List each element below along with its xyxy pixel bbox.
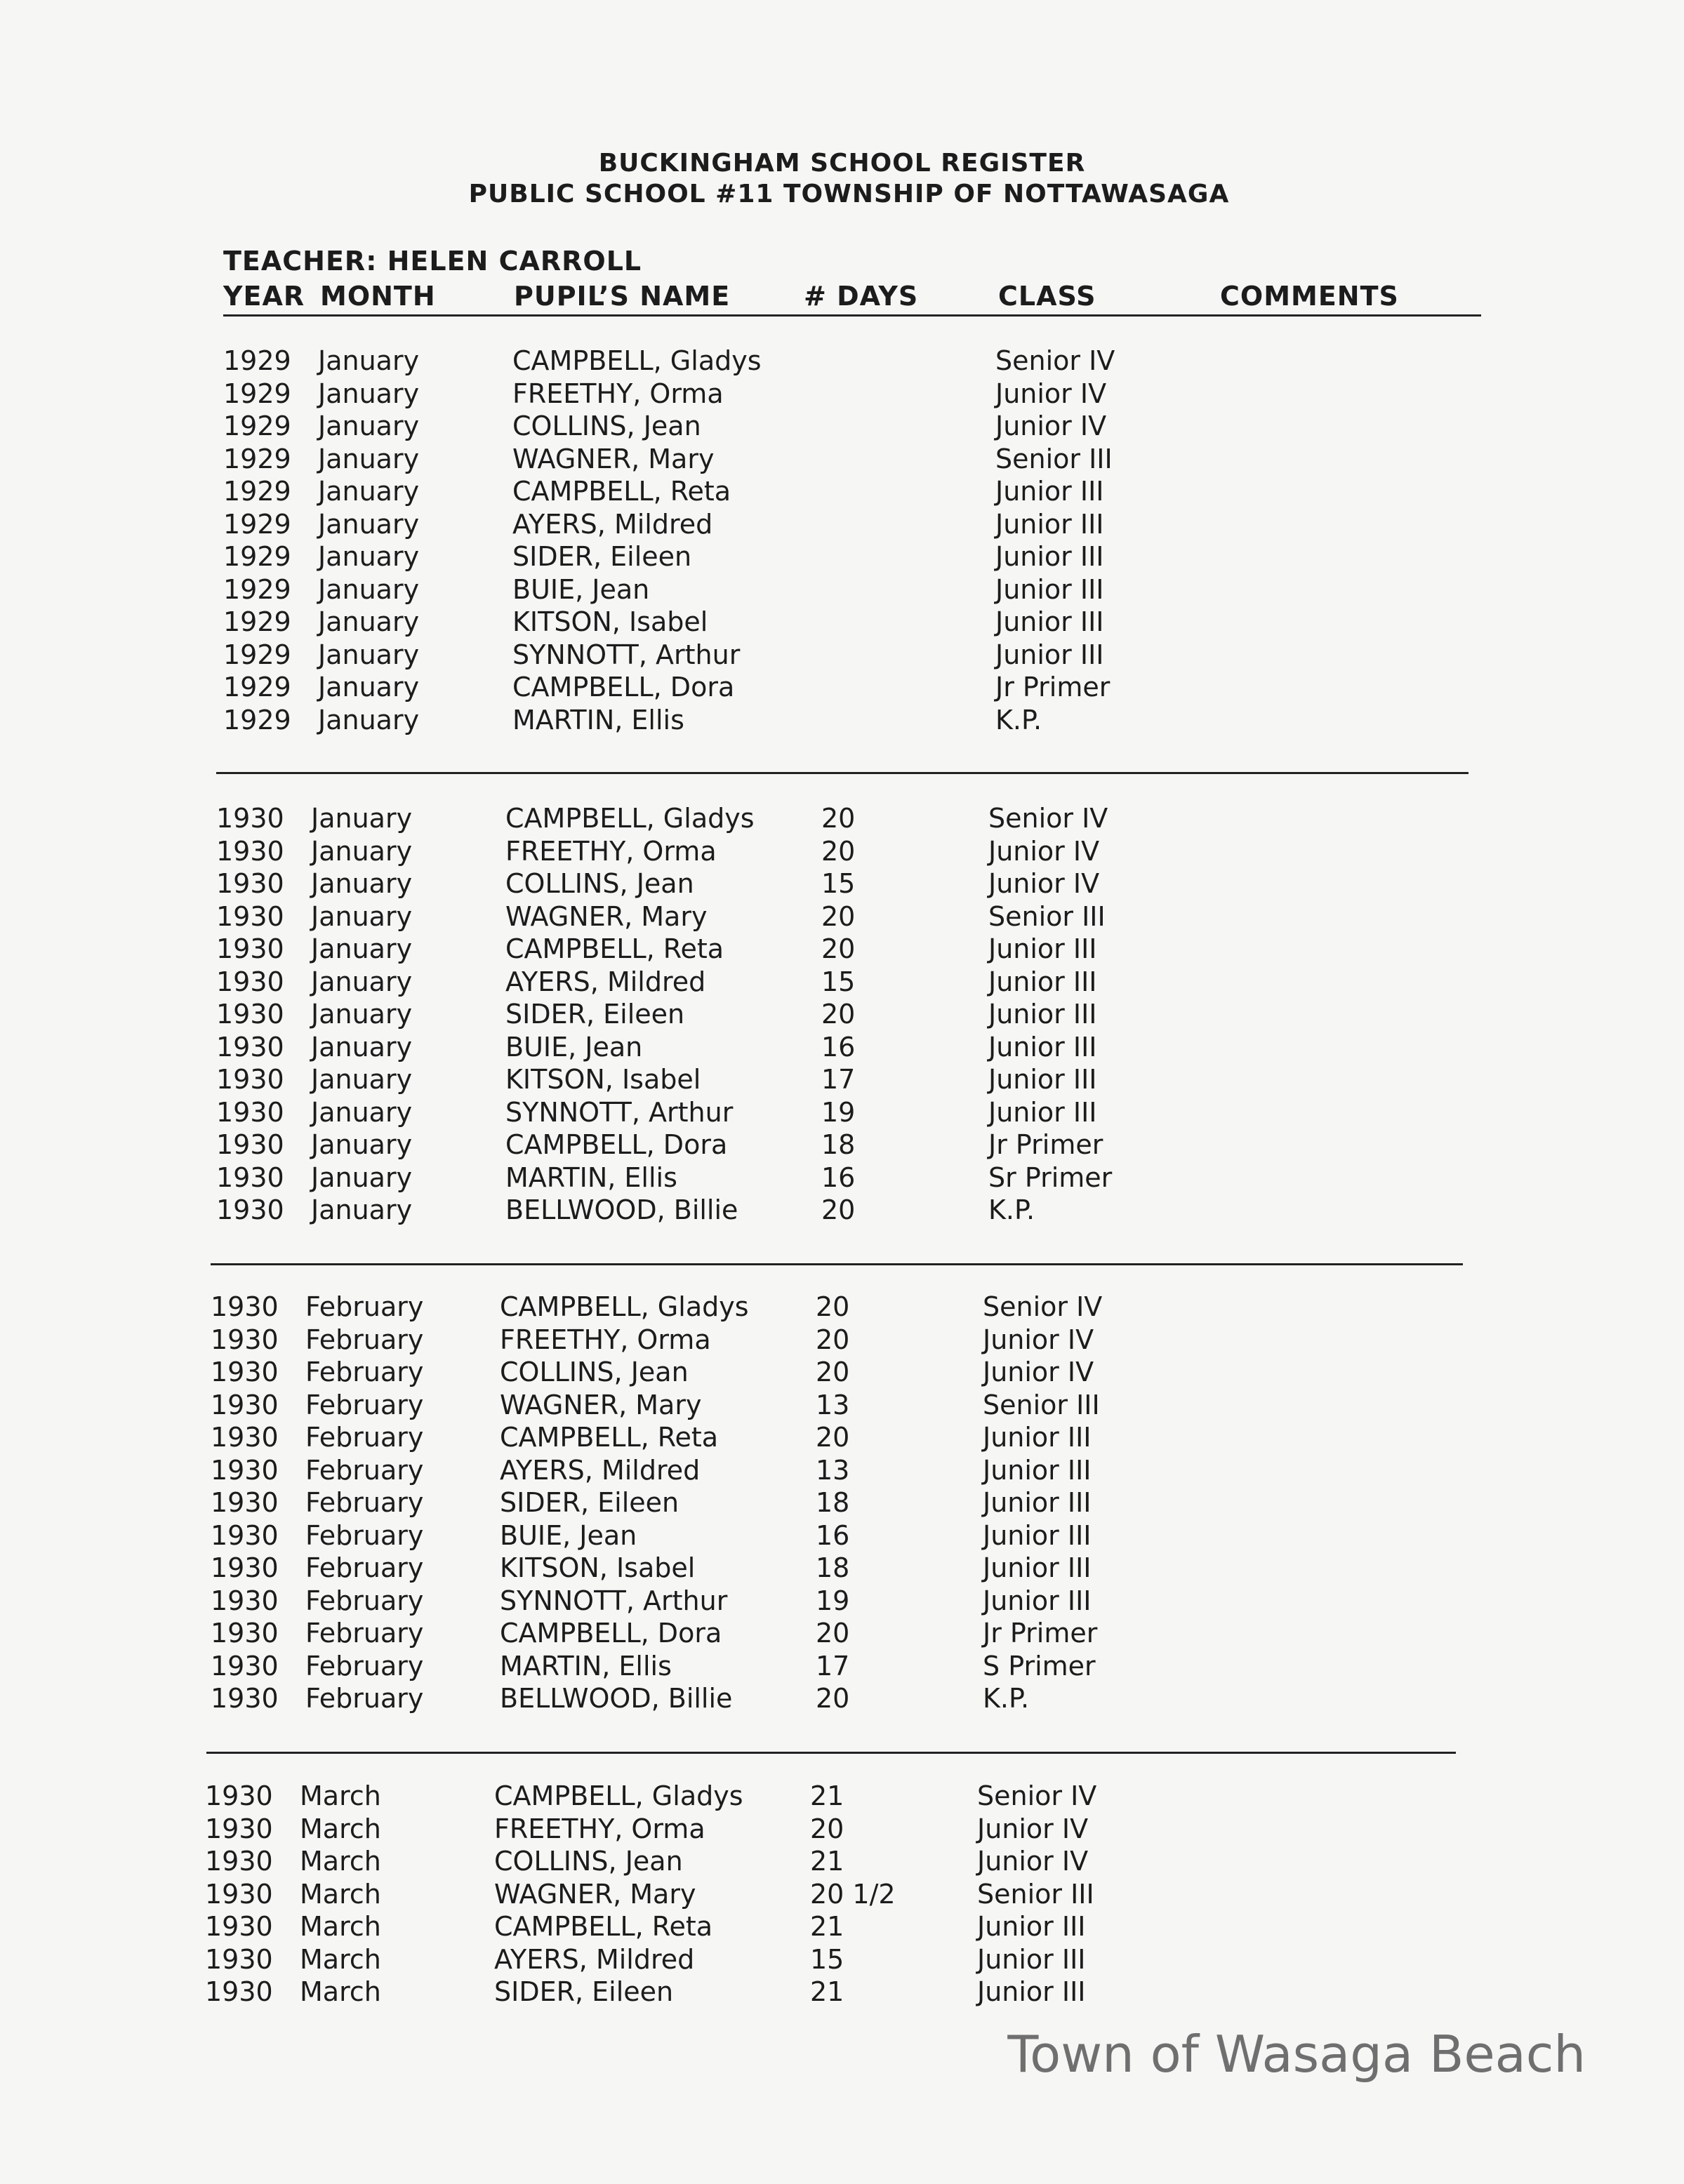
page-title: BUCKINGHAM SCHOOL REGISTER [598,149,1086,178]
cell-year: 1929 [223,573,291,605]
cell-class: K.P. [995,704,1042,735]
cell-year: 1930 [205,1878,273,1910]
cell-days: 16 [821,1161,856,1193]
cell-month: January [311,999,413,1030]
cell-class: Junior III [995,639,1104,670]
cell-days: 19 [821,1096,856,1128]
cell-month: January [318,573,420,605]
cell-name: AYERS, Mildred [500,1454,701,1486]
cell-class: Junior III [988,1064,1097,1095]
cell-class: Junior IV [995,378,1107,409]
cell-days: 15 [821,868,856,899]
cell-class: Junior III [983,1422,1092,1453]
cell-month: January [318,508,420,540]
cell-month: January [318,639,420,670]
cell-name: MARTIN, Ellis [500,1650,672,1682]
cell-class: Junior IV [977,1813,1089,1844]
cell-days: 20 [816,1357,850,1387]
cell-class: K.P. [988,1194,1035,1225]
cell-name: KITSON, Isabel [500,1552,696,1583]
page-subtitle: PUBLIC SCHOOL #11 TOWNSHIP OF NOTTAWASAGA [468,180,1230,208]
cell-name: AYERS, Mildred [505,966,706,997]
cell-name: CAMPBELL, Reta [512,476,731,507]
cell-name: CAMPBELL, Reta [505,933,724,964]
cell-class: Junior III [995,508,1104,540]
cell-class: Junior IV [988,868,1100,899]
section-divider [206,1752,1456,1754]
cell-month: January [311,900,413,932]
cell-month: February [305,1618,424,1649]
cell-class: Junior IV [983,1324,1094,1355]
cell-days: 20 [821,933,856,964]
cell-days: 15 [821,966,856,997]
cell-days: 17 [821,1064,856,1095]
cell-month: February [305,1519,424,1551]
cell-class: Senior IV [983,1291,1103,1322]
cell-name: COLLINS, Jean [505,868,694,899]
cell-name: CAMPBELL, Dora [505,1129,728,1160]
cell-name: BUIE, Jean [500,1519,637,1551]
cell-month: February [305,1454,424,1486]
cell-year: 1930 [216,1161,284,1193]
cell-month: March [300,1911,381,1942]
cell-class: Sr Primer [988,1161,1113,1193]
cell-days: 20 [821,835,856,867]
cell-year: 1929 [223,541,291,572]
cell-year: 1930 [216,1194,284,1225]
cell-name: BELLWOOD, Billie [500,1683,733,1714]
cell-year: 1930 [211,1552,279,1583]
cell-month: January [318,606,420,637]
cell-name: WAGNER, Mary [494,1878,696,1910]
cell-year: 1930 [211,1683,279,1714]
cell-name: BELLWOOD, Billie [505,1194,738,1225]
cell-days: 18 [816,1487,850,1518]
cell-class: Junior III [995,541,1104,572]
cell-name: AYERS, Mildred [512,508,713,540]
cell-days: 20 [816,1422,850,1453]
cell-class: Junior III [983,1585,1092,1616]
section-divider [211,1263,1463,1265]
cell-days: 18 [821,1129,856,1160]
cell-year: 1930 [211,1291,279,1322]
cell-year: 1930 [216,966,284,997]
cell-name: CAMPBELL, Gladys [512,345,762,376]
cell-month: February [305,1585,424,1616]
cell-days: 20 [816,1683,850,1714]
cell-days: 20 [816,1291,850,1322]
watermark: Town of Wasaga Beach [1007,2025,1586,2084]
cell-name: SIDER, Eileen [494,1976,674,2007]
cell-class: Junior III [983,1519,1092,1551]
cell-name: AYERS, Mildred [494,1943,695,1975]
cell-days: 13 [816,1389,850,1420]
cell-name: CAMPBELL, Gladys [500,1291,749,1322]
cell-class: K.P. [983,1683,1030,1714]
cell-class: Junior III [988,999,1097,1030]
cell-month: February [305,1552,424,1583]
cell-class: Senior III [995,443,1113,474]
cell-year: 1930 [205,1813,273,1844]
cell-name: CAMPBELL, Reta [494,1911,713,1942]
cell-days: 20 [810,1813,844,1844]
cell-month: January [311,835,413,867]
cell-name: CAMPBELL, Gladys [505,803,755,834]
cell-month: January [318,541,420,572]
cell-name: FREETHY, Orma [512,378,724,409]
cell-name: SIDER, Eileen [505,999,685,1030]
cell-class: Junior III [983,1454,1092,1486]
cell-month: March [300,1878,381,1910]
cell-name: WAGNER, Mary [500,1389,702,1420]
cell-days: 20 [816,1324,850,1355]
column-header-comments: COMMENTS [1220,281,1399,312]
cell-month: February [305,1422,424,1453]
cell-month: February [305,1389,424,1420]
cell-year: 1930 [205,1780,273,1811]
cell-class: Junior III [977,1943,1086,1975]
cell-days: 20 [816,1618,850,1649]
cell-name: SYNNOTT, Arthur [500,1585,728,1616]
cell-class: Junior III [988,1031,1097,1063]
cell-year: 1930 [216,803,284,834]
cell-year: 1930 [211,1422,279,1453]
cell-year: 1930 [216,835,284,867]
cell-class: Junior III [995,606,1104,637]
cell-year: 1929 [223,411,291,441]
cell-year: 1929 [223,606,291,637]
cell-year: 1929 [223,443,291,474]
cell-class: Senior III [977,1878,1094,1910]
cell-month: February [305,1324,424,1355]
teacher-name: TEACHER: HELEN CARROLL [223,246,642,277]
cell-name: KITSON, Isabel [512,606,708,637]
cell-year: 1930 [211,1650,279,1682]
cell-year: 1929 [223,476,291,507]
cell-year: 1929 [223,672,291,703]
cell-month: January [311,868,413,899]
cell-year: 1930 [216,933,284,964]
cell-class: Junior IV [977,1846,1089,1877]
cell-year: 1930 [216,1129,284,1160]
cell-month: March [300,1976,381,2007]
cell-year: 1930 [211,1487,279,1518]
cell-month: February [305,1357,424,1387]
cell-days: 21 [810,1976,844,2007]
column-header-days: # DAYS [804,281,919,312]
cell-class: Senior IV [988,803,1108,834]
cell-name: CAMPBELL, Reta [500,1422,719,1453]
cell-month: January [311,966,413,997]
cell-month: January [318,704,420,735]
cell-days: 19 [816,1585,850,1616]
cell-days: 21 [810,1846,844,1877]
cell-year: 1929 [223,639,291,670]
cell-class: Junior III [995,476,1104,507]
cell-year: 1930 [216,1031,284,1063]
cell-year: 1930 [211,1389,279,1420]
cell-class: Jr Primer [995,672,1110,703]
cell-year: 1930 [216,999,284,1030]
section-divider [216,772,1468,774]
cell-name: BUIE, Jean [505,1031,643,1063]
cell-name: MARTIN, Ellis [512,704,684,735]
cell-class: Jr Primer [988,1129,1103,1160]
cell-month: February [305,1291,424,1322]
column-header-class: CLASS [998,281,1096,312]
cell-month: March [300,1846,381,1877]
cell-class: Senior IV [995,345,1115,376]
cell-class: Senior III [988,900,1106,932]
cell-class: Junior III [977,1976,1086,2007]
cell-year: 1930 [211,1519,279,1551]
cell-year: 1929 [223,508,291,540]
cell-year: 1929 [223,378,291,409]
cell-month: January [311,1096,413,1128]
cell-month: January [311,803,413,834]
cell-month: January [311,1064,413,1095]
cell-name: KITSON, Isabel [505,1064,701,1095]
cell-name: WAGNER, Mary [505,900,708,932]
cell-month: February [305,1650,424,1682]
cell-days: 20 [821,900,856,932]
cell-name: FREETHY, Orma [500,1324,711,1355]
cell-name: FREETHY, Orma [505,835,717,867]
cell-class: Junior III [988,933,1097,964]
cell-year: 1930 [211,1618,279,1649]
cell-class: Junior III [995,573,1104,605]
cell-name: COLLINS, Jean [512,411,701,441]
cell-month: March [300,1780,381,1811]
cell-name: BUIE, Jean [512,573,650,605]
cell-name: SYNNOTT, Arthur [512,639,741,670]
cell-month: January [311,1129,413,1160]
cell-year: 1930 [216,1064,284,1095]
cell-month: January [318,378,420,409]
cell-class: Senior IV [977,1780,1097,1811]
column-header-name: PUPIL’S NAME [514,281,731,312]
cell-class: Junior III [988,1096,1097,1128]
cell-name: SIDER, Eileen [500,1487,679,1518]
cell-days: 21 [810,1911,844,1942]
cell-name: COLLINS, Jean [494,1846,683,1877]
cell-month: January [318,476,420,507]
cell-name: SYNNOTT, Arthur [505,1096,734,1128]
cell-name: CAMPBELL, Gladys [494,1780,743,1811]
cell-month: March [300,1813,381,1844]
header-underline [223,314,1481,317]
cell-days: 21 [810,1780,844,1811]
cell-year: 1930 [216,1096,284,1128]
cell-year: 1930 [211,1585,279,1616]
cell-year: 1930 [205,1976,273,2007]
cell-month: January [318,345,420,376]
cell-month: January [318,411,420,441]
cell-name: WAGNER, Mary [512,443,715,474]
cell-year: 1930 [205,1943,273,1975]
cell-year: 1930 [216,868,284,899]
cell-class: Junior III [977,1911,1086,1942]
cell-year: 1930 [216,900,284,932]
cell-days: 18 [816,1552,850,1583]
cell-year: 1929 [223,704,291,735]
cell-month: February [305,1487,424,1518]
cell-year: 1930 [211,1324,279,1355]
cell-name: MARTIN, Ellis [505,1161,677,1193]
cell-class: Junior IV [983,1357,1094,1387]
cell-year: 1930 [211,1454,279,1486]
column-header-month: MONTH [320,281,436,312]
cell-year: 1930 [211,1357,279,1387]
cell-class: S Primer [983,1650,1096,1682]
cell-name: CAMPBELL, Dora [500,1618,722,1649]
cell-name: COLLINS, Jean [500,1357,689,1387]
cell-days: 16 [821,1031,856,1063]
cell-month: January [318,672,420,703]
cell-days: 20 1/2 [810,1878,896,1910]
cell-days: 17 [816,1650,850,1682]
column-header-year: YEAR [223,281,305,312]
cell-name: FREETHY, Orma [494,1813,705,1844]
cell-month: January [318,443,420,474]
cell-class: Junior III [988,966,1097,997]
cell-class: Junior IV [995,411,1107,441]
cell-month: January [311,1031,413,1063]
cell-class: Senior III [983,1389,1100,1420]
cell-class: Junior III [983,1487,1092,1518]
cell-month: February [305,1683,424,1714]
cell-days: 20 [821,803,856,834]
cell-name: SIDER, Eileen [512,541,692,572]
cell-days: 13 [816,1454,850,1486]
cell-month: January [311,1161,413,1193]
cell-class: Jr Primer [983,1618,1098,1649]
cell-month: March [300,1943,381,1975]
cell-days: 15 [810,1943,844,1975]
cell-name: CAMPBELL, Dora [512,672,735,703]
cell-year: 1930 [205,1846,273,1877]
cell-days: 20 [821,999,856,1030]
cell-month: January [311,933,413,964]
cell-class: Junior IV [988,835,1100,867]
cell-year: 1929 [223,345,291,376]
cell-year: 1930 [205,1911,273,1942]
cell-days: 20 [821,1194,856,1225]
cell-month: January [311,1194,413,1225]
cell-class: Junior III [983,1552,1092,1583]
cell-days: 16 [816,1519,850,1551]
